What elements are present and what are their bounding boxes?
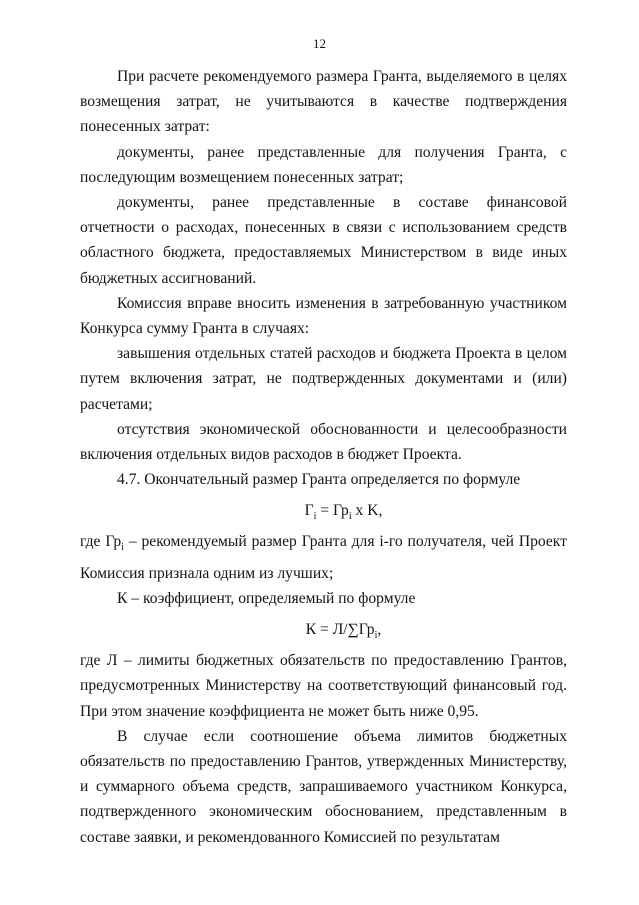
paragraph-case-1: завышения отдельных статей расходов и бюджета Проекта в целом путем включения затрат, не подтвержденных документами и (или) расчетами; xyxy=(80,345,567,413)
paragraph-commission: Комиссия вправе вносить изменения в затребованную участником Конкурса сумму Гранта в случаях: xyxy=(80,294,567,338)
paragraph-limits: где Л – лимиты бюджетных обязательств по предоставлению Грантов, предусмотренных Министерству на соответствующий финансовый год. При этом значение коэффициента не может быть ниже 0,95. xyxy=(80,652,567,720)
paragraph-section-4-7: 4.7. Окончательный размер Гранта определяется по формуле xyxy=(117,471,521,489)
paragraph-intro: При расчете рекомендуемого размера Гранта, выделяемого в целях возмещения затрат, не учитываются в качестве подтверждения понесенных затрат: xyxy=(80,68,567,136)
formula1-mid-sub: i xyxy=(348,511,352,523)
formula1-mid: = Гр xyxy=(316,502,349,520)
formula-grant-size xyxy=(80,492,567,529)
explanation-suffix: – рекомендуемый размер Гранта для i-го получателя, чей Проект Комиссия признала одним из лучших; xyxy=(80,533,567,582)
paragraph-coefficient: К – коэффициент, определяемый по формуле xyxy=(117,589,416,607)
explanation-sub: i xyxy=(121,542,124,554)
explanation-prefix: где Гр xyxy=(80,533,122,551)
formula2-tail: , xyxy=(377,621,382,639)
document-body xyxy=(80,64,567,850)
paragraph-formula1-explanation xyxy=(80,529,567,586)
paragraph-ratio-case: В случае если соотношение объема лимитов бюджетных обязательств по предоставлению Грантов, утвержденных Министерству, и суммарного объема средств, запрашиваемого участником Конкурса, подтвержденного экономическим обоснованием, представленным в составе заявки, и рекомендованного Комиссией по результатам xyxy=(80,727,567,846)
formula1-lhs: Г xyxy=(304,502,314,520)
formula2-sub: i xyxy=(374,630,378,642)
paragraph-case-2: отсутствия экономической обоснованности и целесообразности включения отдельных видов расходов в бюджет Проекта. xyxy=(80,420,567,464)
formula2-text: К = Л/∑Гр xyxy=(305,621,375,639)
paragraph-item-1: документы, ранее представленные для получения Гранта, с последующим возмещением понесенных затрат; xyxy=(80,143,567,186)
formula-coefficient xyxy=(80,611,567,648)
formula1-rhs: x K, xyxy=(351,502,383,520)
paragraph-item-2: документы, ранее представленные в составе финансовой отчетности о расходах, понесенных в связи с использованием средств областного бюджета, предоставляемых Министерством в виде иных бюджетных ассигнований. xyxy=(80,194,567,287)
formula1-lhs-sub: i xyxy=(313,511,317,523)
page-number: 12 xyxy=(313,36,326,51)
